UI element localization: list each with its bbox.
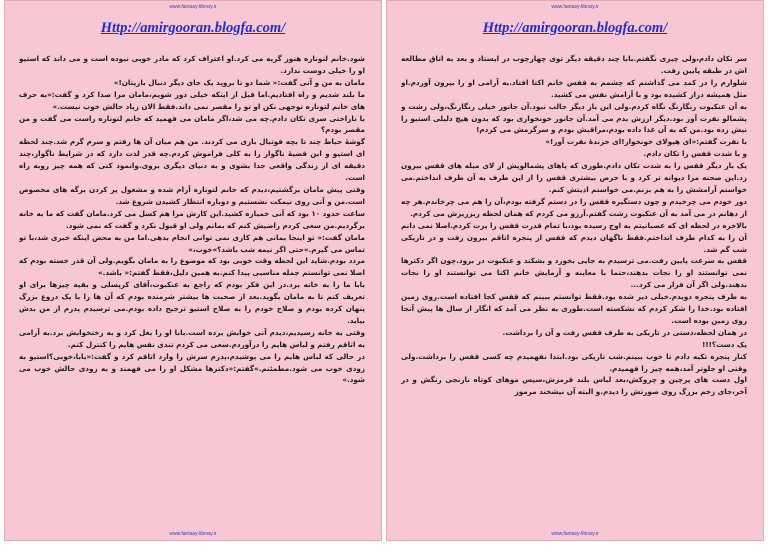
footer-url[interactable]: www.fantasy-library.ir <box>169 531 217 537</box>
paragraph: مامان به من و آنی گفت:« شما دو تا بروید یک جای دیگر دنبال بازیتان!» <box>113 77 365 87</box>
paragraph: گوشهٔ حیاط چند تا بچه فوتبال بازی می کردند. من هم میان آن ها رفتم و سرم گرم شد.چند لحظه ای استیو و این قضیهٔ ناگوار را به کلی فراموش کردم.چه قدر لذت دارد که در شرایط ناگوار،چند دقیقه ای از زندگی واقعی جدا بشوی و به دنیای دیگری بروی.وانمود کنی که همه چیز روبه راه است. <box>19 137 365 183</box>
paragraph: و با شدت قفس را تکان دادم. <box>643 149 747 159</box>
paragraph: بالاخره در لحظه ای که عصبانیتم به اوج رسیده بود،با تمام قدرت قفس را پرت کردم.اصلا نمی دانم آن را به کدام طرف انداختم.فقط ناگهان دیدم که قفس از پنجره اتاقم بیرون رفت و در تاریکی شب گم شد. <box>401 220 747 254</box>
paragraph: بابا ما را به خانه برد.در این فکر بودم که راجع به عنکبوت،آقای کرپسلی و بقیه چیزها برای او تعریف کنم تا به مامان بگوید.بعد از صحبت ها بیشتر شرمنده بودم که آن ها را با یک دروغ بزرگ پنهان کرده بودم و صلاح خودم را به صلاح استیو ترجیح داده بودم.می ترسیدم پدرم از من بدش بیاید. <box>19 280 365 325</box>
paragraph: به آن عنکبوت رنگارنگ نگاه کردم.ولی این بار دیگر جالب نبود.آن جانور خیلی رنگارنگ،ولی زشت و پشمالو نفرت آور بود.دیگر ارزش بدم می آمد.آن جانور خونخواری بود که بدون هیچ دلیلی استیو را نیش زده بود.من که به آن غذا داده بودم،مراقبش بودم و سرگرمش می کردم! <box>401 101 747 135</box>
paragraph: وقتی به خانه رسیدیم،دیدم آنی خوابش برده است.بابا او را بغل کرد و به رختخوابش برد.به آرامی به اتاقم رفتم و لباس هایم را درآوردم.سعی می کردم تندی نفس هایم را کنترل کنم. <box>19 327 365 349</box>
paragraph: در همان لحظه،دستی در تاریکی به طرف قفس رفت و آن را برداشت. <box>502 327 747 337</box>
book-page-right <box>386 0 764 541</box>
paragraph: با نفرت گفتم:«ای هیولای خونخوار!ای خزندهٔ نفرت آور!» <box>545 137 747 147</box>
paragraph: به طرف پنجره دویدم.خیلی دیر شده بود.فقط توانستم ببینم که قفس کجا افتاده است.روی زمین افتاده بود.خدا را شکر کردم که نشکسته است.طوری به نظر می آمد که انگار از سال ها پیش آنجا روی زمین بوده است. <box>401 292 747 325</box>
paragraph: کنار پنجره تکیه دادم تا خوب ببینم.شب تاریکی بود.ابتدا نفهمیدم چه کسی قفس را برداشت.ولی وقتی او جلوتر آمد،همه چیز را فهمیدم. <box>401 351 747 373</box>
paragraph: دور خودم می چرخیدم و چون دستگیره قفس را در دستم گرفته بودم،آن را هم می چرخاندم.هر چه از دهانم در می آمد به آن عنکبوت زشت گفتم.آرزو می کردم که همان لحظه ریزریزش می کردم. <box>401 196 747 218</box>
header-url[interactable]: www.fantasy-library.ir <box>551 4 599 10</box>
blog-title-link[interactable]: Http://amirgooran.blogfa.com/ <box>482 20 668 36</box>
page-body-text <box>401 53 747 520</box>
paragraph: ما بلند شدیم و راه افتادیم.اما قبل از اینکه خیلی دور شویم،مامان مرا صدا کرد و گفت:«به حرف های خانم لتوناره توجهی نکن او تو را مقصر نمی داند.فقط الان زیاد حالش خوب نیست.» <box>19 89 365 111</box>
book-page-left <box>4 0 382 541</box>
paragraph: ساعت حدود ۱۰ بود که آنی خمیازه کشید.این کارش مرا هم کسل می کرد.مامان گفت که ما به خانه برگردیم.من سعی کردم راضیش کنم که بمانم ولی او قبول نکرد و گفت که نمی شود. <box>19 208 365 230</box>
header-url[interactable]: www.fantasy-library.ir <box>169 4 217 10</box>
page-body-text <box>19 53 365 520</box>
paragraph: سر تکان دادم،ولی چیزی نگفتم.بابا چند دقیقه دیگر توی چهارچوب در ایستاد و بعد به اتاق مطالعه اش در طبقه پایین رفت. <box>401 54 747 75</box>
paragraph: یک بار دیگر قفس را به شدت تکان دادم.طوری که پاهای پشمالویش از لای میله های قفس بیرون زد.این صحنه مرا دیوانه تر کرد و با حرص بیشتری قفس را از این طرف به آن طرف انداختم.می خواستم آرامشش را به هم بزنم.می خواستم اذیتش کنم. <box>401 161 747 194</box>
footer-url[interactable]: www.fantasy-library.ir <box>551 531 599 537</box>
paragraph: با ناراحتی سری تکان دادم.چه می شد،اگر مامان می فهمید که خانم لتوناره راست می گفت و من مقصر بودم؟ <box>19 113 365 135</box>
paragraph: وقتی پیش مامان برگشتیم،دیدم که خانم لتوناره آرام شده و مشغول پر کردن برگه های مخصوص است.من و آنی روی نیمکت نشستیم و دوباره انتظار کشیدن شروع شد. <box>19 184 365 206</box>
paragraph: مامان گفت:« تو اینجا بمانی هم کاری نمی توانی انجام بدهی.اما من به محض اینکه خبری شد،با تو تماس می گیرم.»حتی اگر نیمه شب باشد؟»خوب،» <box>19 232 365 254</box>
paragraph: در حالی که لباس هایم را می پوشیدم،پدرم سرش را وارد اتاقم کرد و گفت:«بابا،خوبی؟استیو به زودی خوب می شود.مطمئنم.»گفتم:«دکترها مشکل او را می فهمند و به زودی حالش خوب می شود.» <box>19 351 365 385</box>
blog-title-link[interactable]: Http://amirgooran.blogfa.com/ <box>100 20 286 36</box>
paragraph: یک دست؟!!! <box>702 339 747 349</box>
paragraph: شلوارم را در کمد می گذاشتم که چشمم به قفس خانم اکتا افتاد.به آرامی او را بیرون آوردم.او مثل همیشه دراز کشیده بود و با آرامش نفس می کشید. <box>401 77 747 99</box>
paragraph: قفس به سرعت پایین رفت.می ترسیدم به جایی بخورد و بشکند و عنکبوت در برود.چون اگر دکترها نمی توانستند او را نجات بدهند،حتما با معاینه و آزمایش خانم اکتا می توانستند او را نجات بدهند.ولی اگر آن فرار می کرد... <box>401 256 747 290</box>
paragraph: اول دست های پرچین و چروکش،بعد لباس بلند قرمزش،سپس موهای کوتاه نارنجی رنگش و در آخر،جای زخم بزرگ روی صورتش را دیدم.و البته آن نیشخند مرموز <box>401 375 747 397</box>
paragraph: شود.خانم لتوناره هنوز گریه می کرد.او اعتراف کرد که مادر خوبی نبوده است و می داند که استیو او را خیلی دوست ندارد. <box>19 54 365 75</box>
paragraph: مردد بودم.شاید این لحظه وقت خوبی بود که موضوع را به مامان بگویم.ولی آن قدر خسته بودم که اصلا نمی توانستم جمله مناسبی پیدا کنم.به همین دلیل،فقط گفتم:« باشد.» <box>19 256 365 278</box>
